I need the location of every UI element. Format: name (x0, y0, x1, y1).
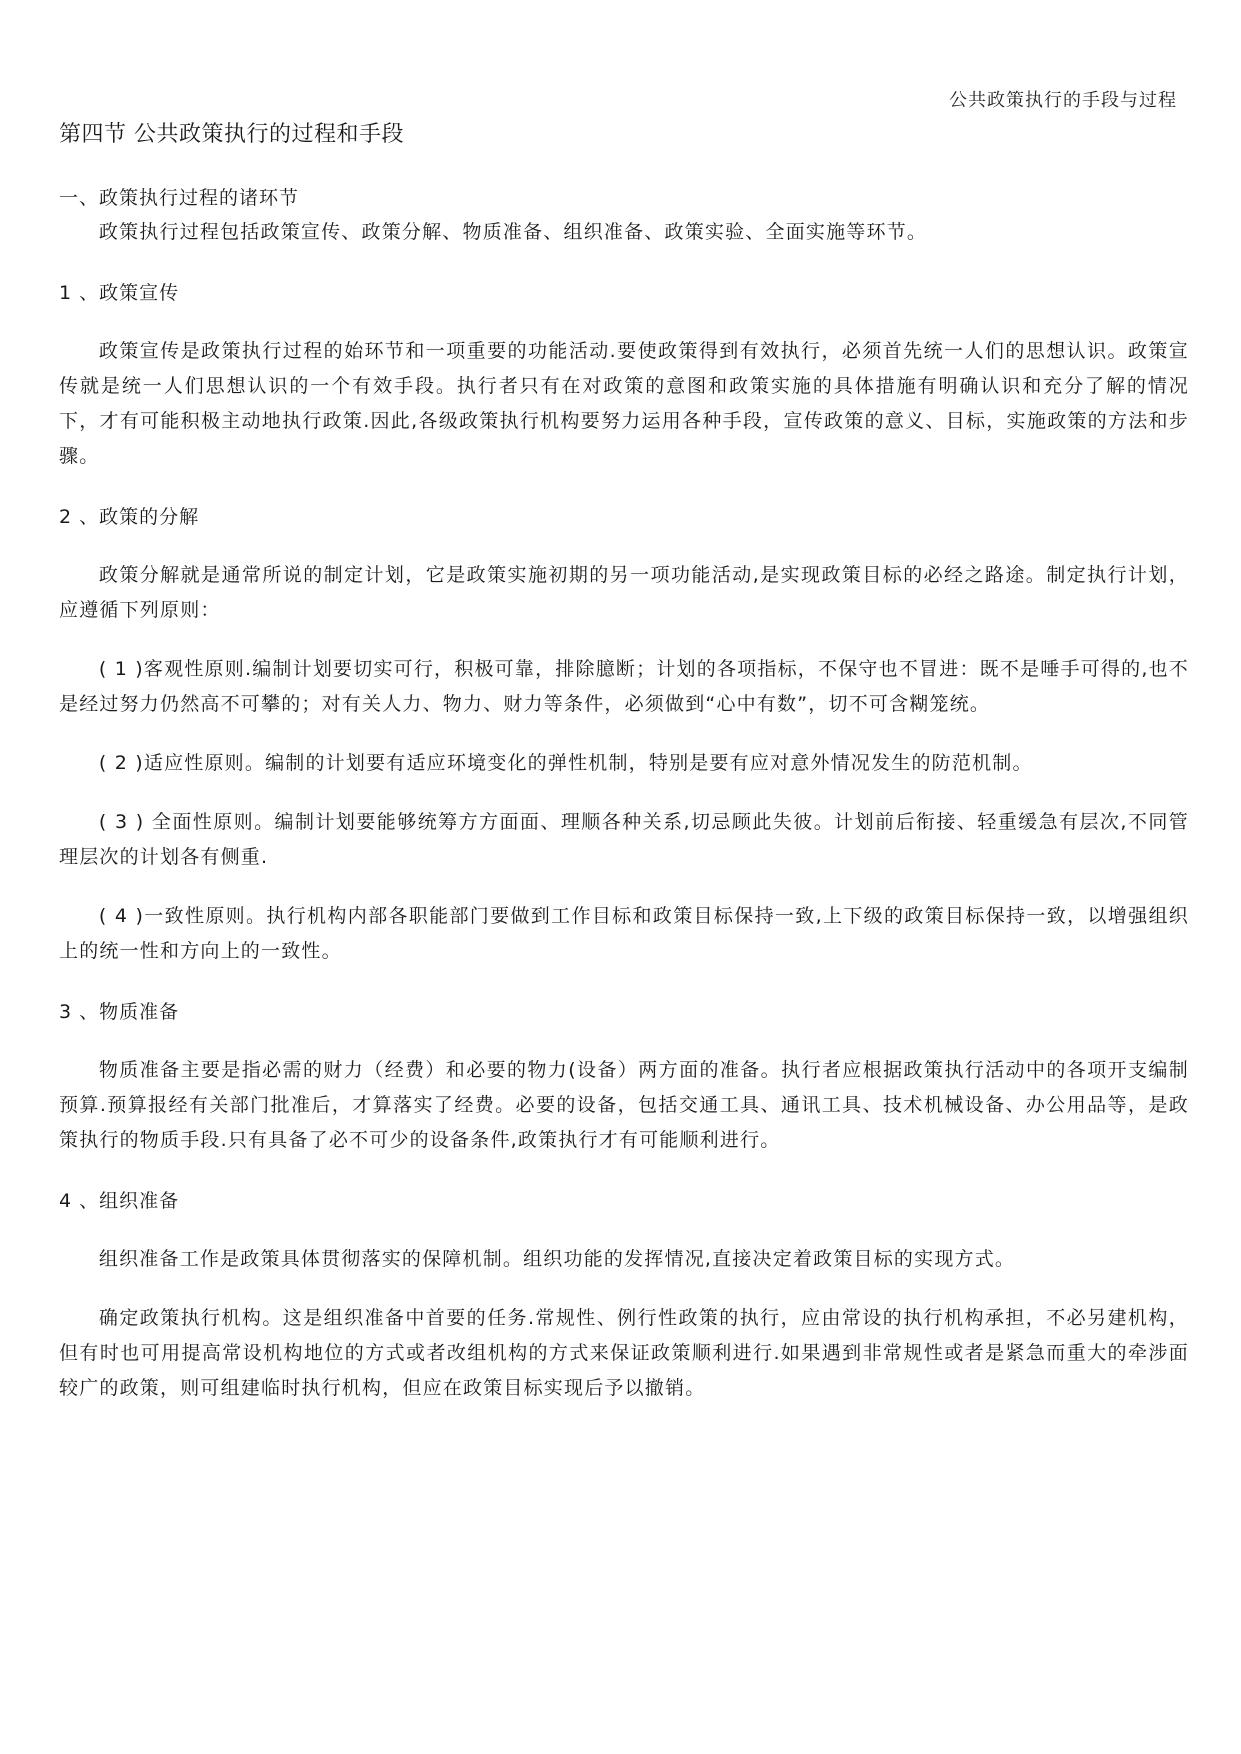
principle-4: ( 4 )一致性原则。执行机构内部各职能部门要做到工作目标和政策目标保持一致,上下级的政策目标保持一致，以增强组织上的统一性和方向上的一致性。 (59, 905, 1189, 962)
s2-heading: 2 、政策的分解 (59, 506, 200, 528)
part1-heading: 一、政策执行过程的诸环节 (59, 187, 300, 209)
s3-heading: 3 、物质准备 (59, 1001, 180, 1023)
section-title: 第四节 公共政策执行的过程和手段 (59, 122, 404, 147)
s2-paragraph: 政策分解就是通常所说的制定计划，它是政策实施初期的另一项功能活动,是实现政策目标的必经之路途。制定执行计划，应遵循下列原则： (59, 564, 1189, 621)
document-body (59, 115, 1189, 1406)
principle-3: ( 3 ) 全面性原则。编制计划要能够统筹方方面面、理顺各种关系,切忌顾此失彼。计划前后衔接、轻重缓急有层次,不同管理层次的计划各有侧重. (59, 811, 1189, 868)
s4-paragraph-1: 组织准备工作是政策具体贯彻落实的保障机制。组织功能的发挥情况,直接决定着政策目标的实现方式。 (98, 1248, 1016, 1270)
principle-1: ( 1 )客观性原则.编制计划要切实可行，积极可靠，排除臆断；计划的各项指标，不保守也不冒进：既不是唾手可得的,也不是经过努力仍然高不可攀的；对有关人力、物力、财力等条件，必须做到“心中有数”，切不可含糊笼统。 (59, 658, 1189, 715)
s1-paragraph: 政策宣传是政策执行过程的始环节和一项重要的功能活动.要使政策得到有效执行，必须首先统一人们的思想认识。政策宣传就是统一人们思想认识的一个有效手段。执行者只有在对政策的意图和政策实施的具体措施有明确认识和充分了解的情况下，才有可能积极主动地执行政策.因此,各级政策执行机构要努力运用各种手段，宣传政策的意义、目标，实施政策的方法和步骤。 (59, 340, 1189, 467)
s4-paragraph-2: 确定政策执行机构。这是组织准备中首要的任务.常规性、例行性政策的执行，应由常设的执行机构承担，不必另建机构，但有时也可用提高常设机构地位的方式或者改组机构的方式来保证政策顺利进行.如果遇到非常规性或者是紧急而重大的牵涉面较广的政策，则可组建临时执行机构，但应在政策目标实现后予以撤销。 (59, 1307, 1189, 1399)
s1-heading: 1 、政策宣传 (59, 282, 180, 304)
s3-paragraph: 物质准备主要是指必需的财力（经费）和必要的物力(设备）两方面的准备。执行者应根据政策执行活动中的各项开支编制预算.预算报经有关部门批准后，才算落实了经费。必要的设备，包括交通工具、通讯工具、技术机械设备、办公用品等，是政策执行的物质手段.只有具备了必不可少的设备条件,政策执行才有可能顺利进行。 (59, 1059, 1189, 1151)
running-header: 公共政策执行的手段与过程 (949, 90, 1177, 111)
s4-heading: 4 、组织准备 (59, 1190, 180, 1212)
part1-intro: 政策执行过程包括政策宣传、政策分解、物质准备、组织准备、政策实验、全面实施等环节。 (98, 221, 928, 243)
principle-2: ( 2 )适应性原则。编制的计划要有适应环境变化的弹性机制，特别是要有应对意外情况发生的防范机制。 (98, 752, 1033, 774)
